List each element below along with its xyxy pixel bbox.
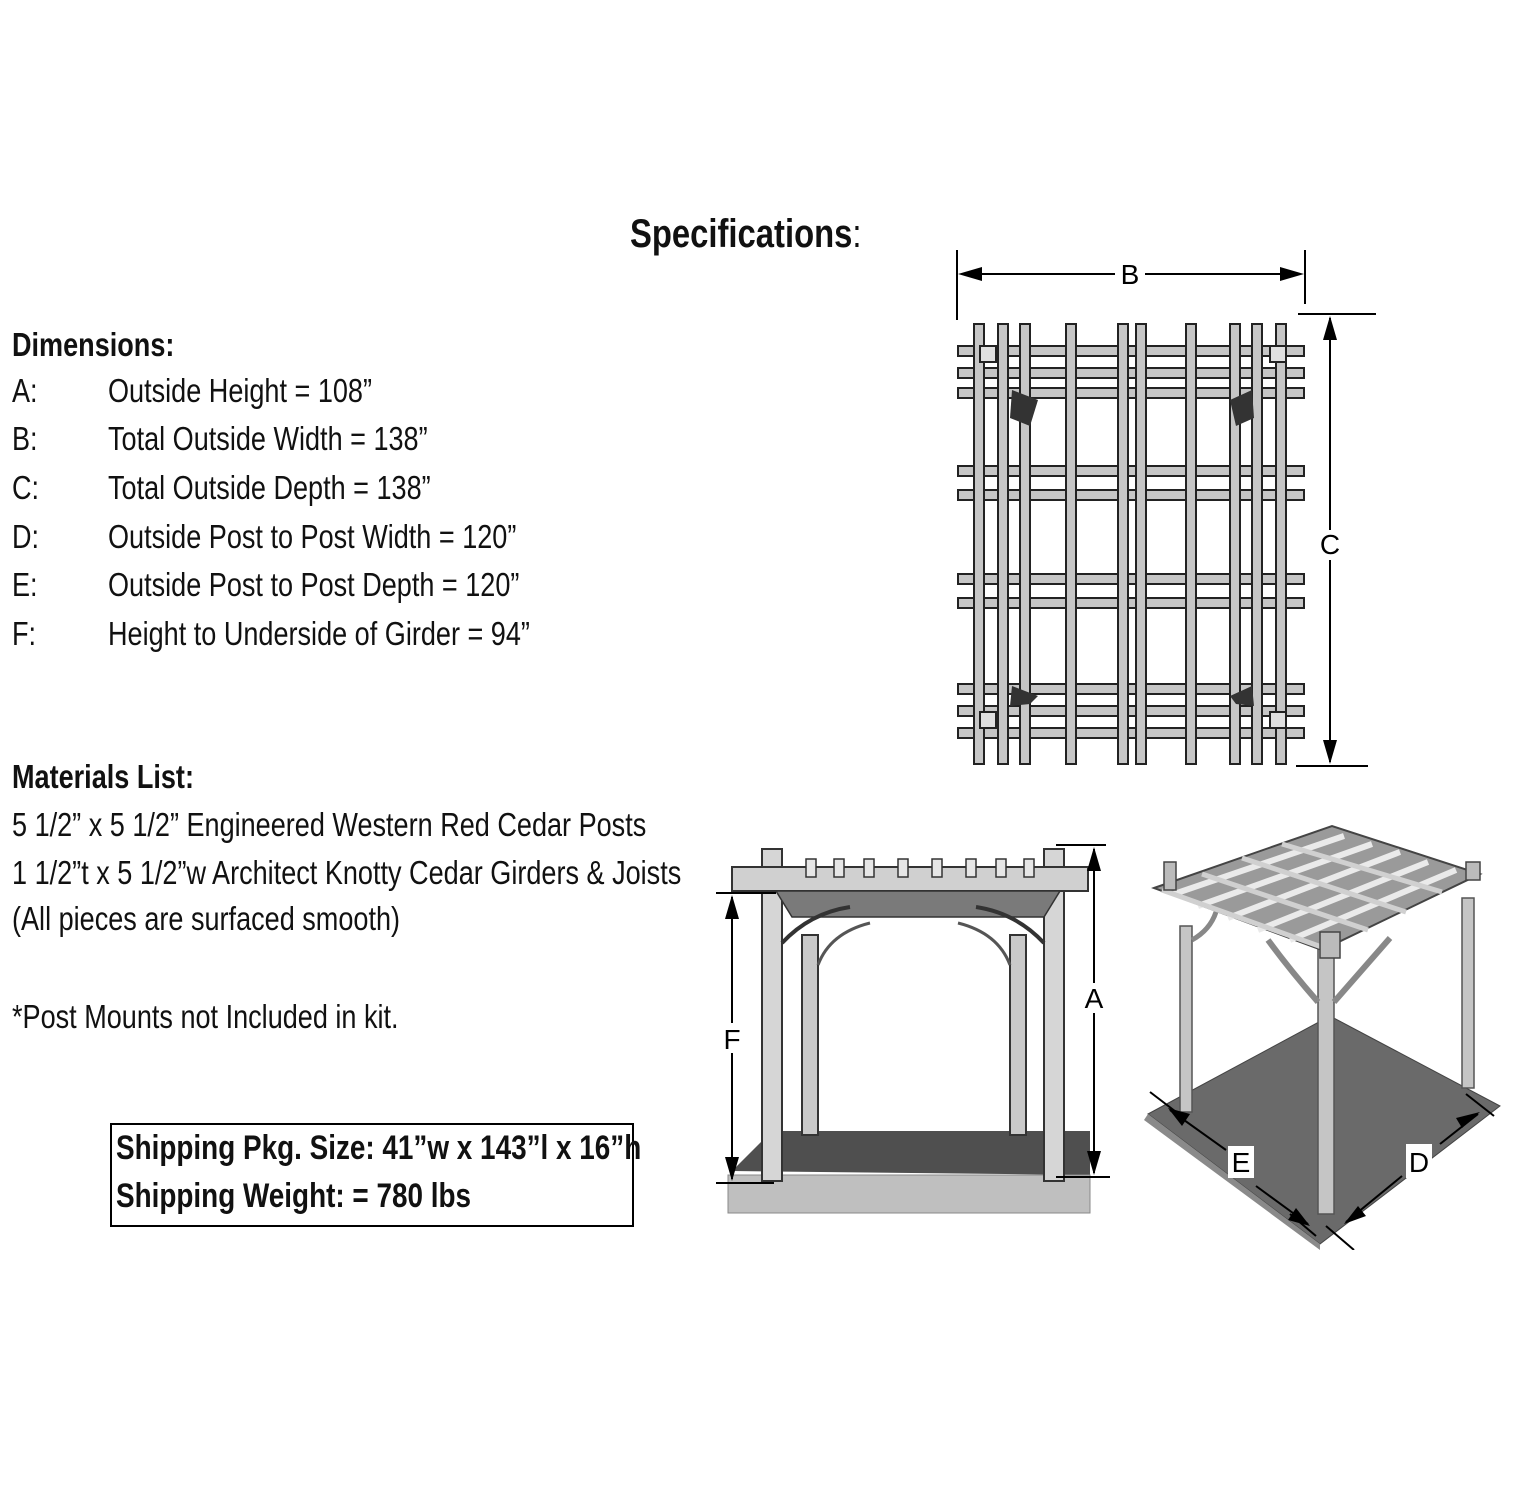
shipping-size: Shipping Pkg. Size: 41”w x 143”l x 16”h bbox=[116, 1129, 642, 1167]
dimension-text: Outside Post to Post Depth = 120” bbox=[108, 566, 520, 603]
top-view-diagram bbox=[940, 240, 1390, 780]
materials-line-girders: 1 1/2”t x 5 1/2”w Architect Knotty Cedar Girders & Joists bbox=[12, 854, 682, 891]
dimension-text: Height to Underside of Girder = 94” bbox=[108, 615, 530, 652]
shipping-weight: Shipping Weight: = 780 lbs bbox=[116, 1177, 471, 1215]
dimensions-heading: Dimensions: bbox=[12, 326, 175, 363]
dimension-letter: A: bbox=[12, 372, 38, 409]
label-d: D bbox=[1408, 1147, 1430, 1178]
dimension-text: Outside Height = 108” bbox=[108, 372, 373, 409]
materials-line-posts: 5 1/2” x 5 1/2” Engineered Western Red Cedar Posts bbox=[12, 806, 647, 843]
shipping-info-box bbox=[110, 1123, 642, 1227]
dimension-text: Outside Post to Post Width = 120” bbox=[108, 518, 517, 555]
perspective-view-diagram bbox=[1140, 820, 1515, 1250]
title-colon: : bbox=[852, 212, 862, 256]
dimensions-list bbox=[0, 372, 700, 672]
dimension-letter: B: bbox=[12, 420, 38, 457]
dimension-letter: F: bbox=[12, 615, 37, 652]
dimension-text: Total Outside Depth = 138” bbox=[108, 469, 431, 506]
label-e: E bbox=[1231, 1147, 1251, 1178]
page-title bbox=[630, 212, 862, 257]
label-f: F bbox=[723, 1024, 741, 1055]
dimension-text: Total Outside Width = 138” bbox=[108, 420, 428, 457]
title-text: Specifications bbox=[630, 212, 853, 256]
dimension-letter: D: bbox=[12, 518, 40, 555]
label-c: C bbox=[1319, 529, 1341, 560]
top-corner-brackets bbox=[1010, 390, 1254, 706]
label-a: A bbox=[1084, 983, 1104, 1014]
label-b: B bbox=[1120, 259, 1140, 290]
dimension-letter: E: bbox=[12, 566, 38, 603]
post-mounts-note: *Post Mounts not Included in kit. bbox=[12, 998, 399, 1035]
materials-heading: Materials List: bbox=[12, 758, 194, 795]
materials-line-finish: (All pieces are surfaced smooth) bbox=[12, 900, 401, 937]
dimension-letter: C: bbox=[12, 469, 40, 506]
front-view-diagram bbox=[710, 835, 1130, 1220]
